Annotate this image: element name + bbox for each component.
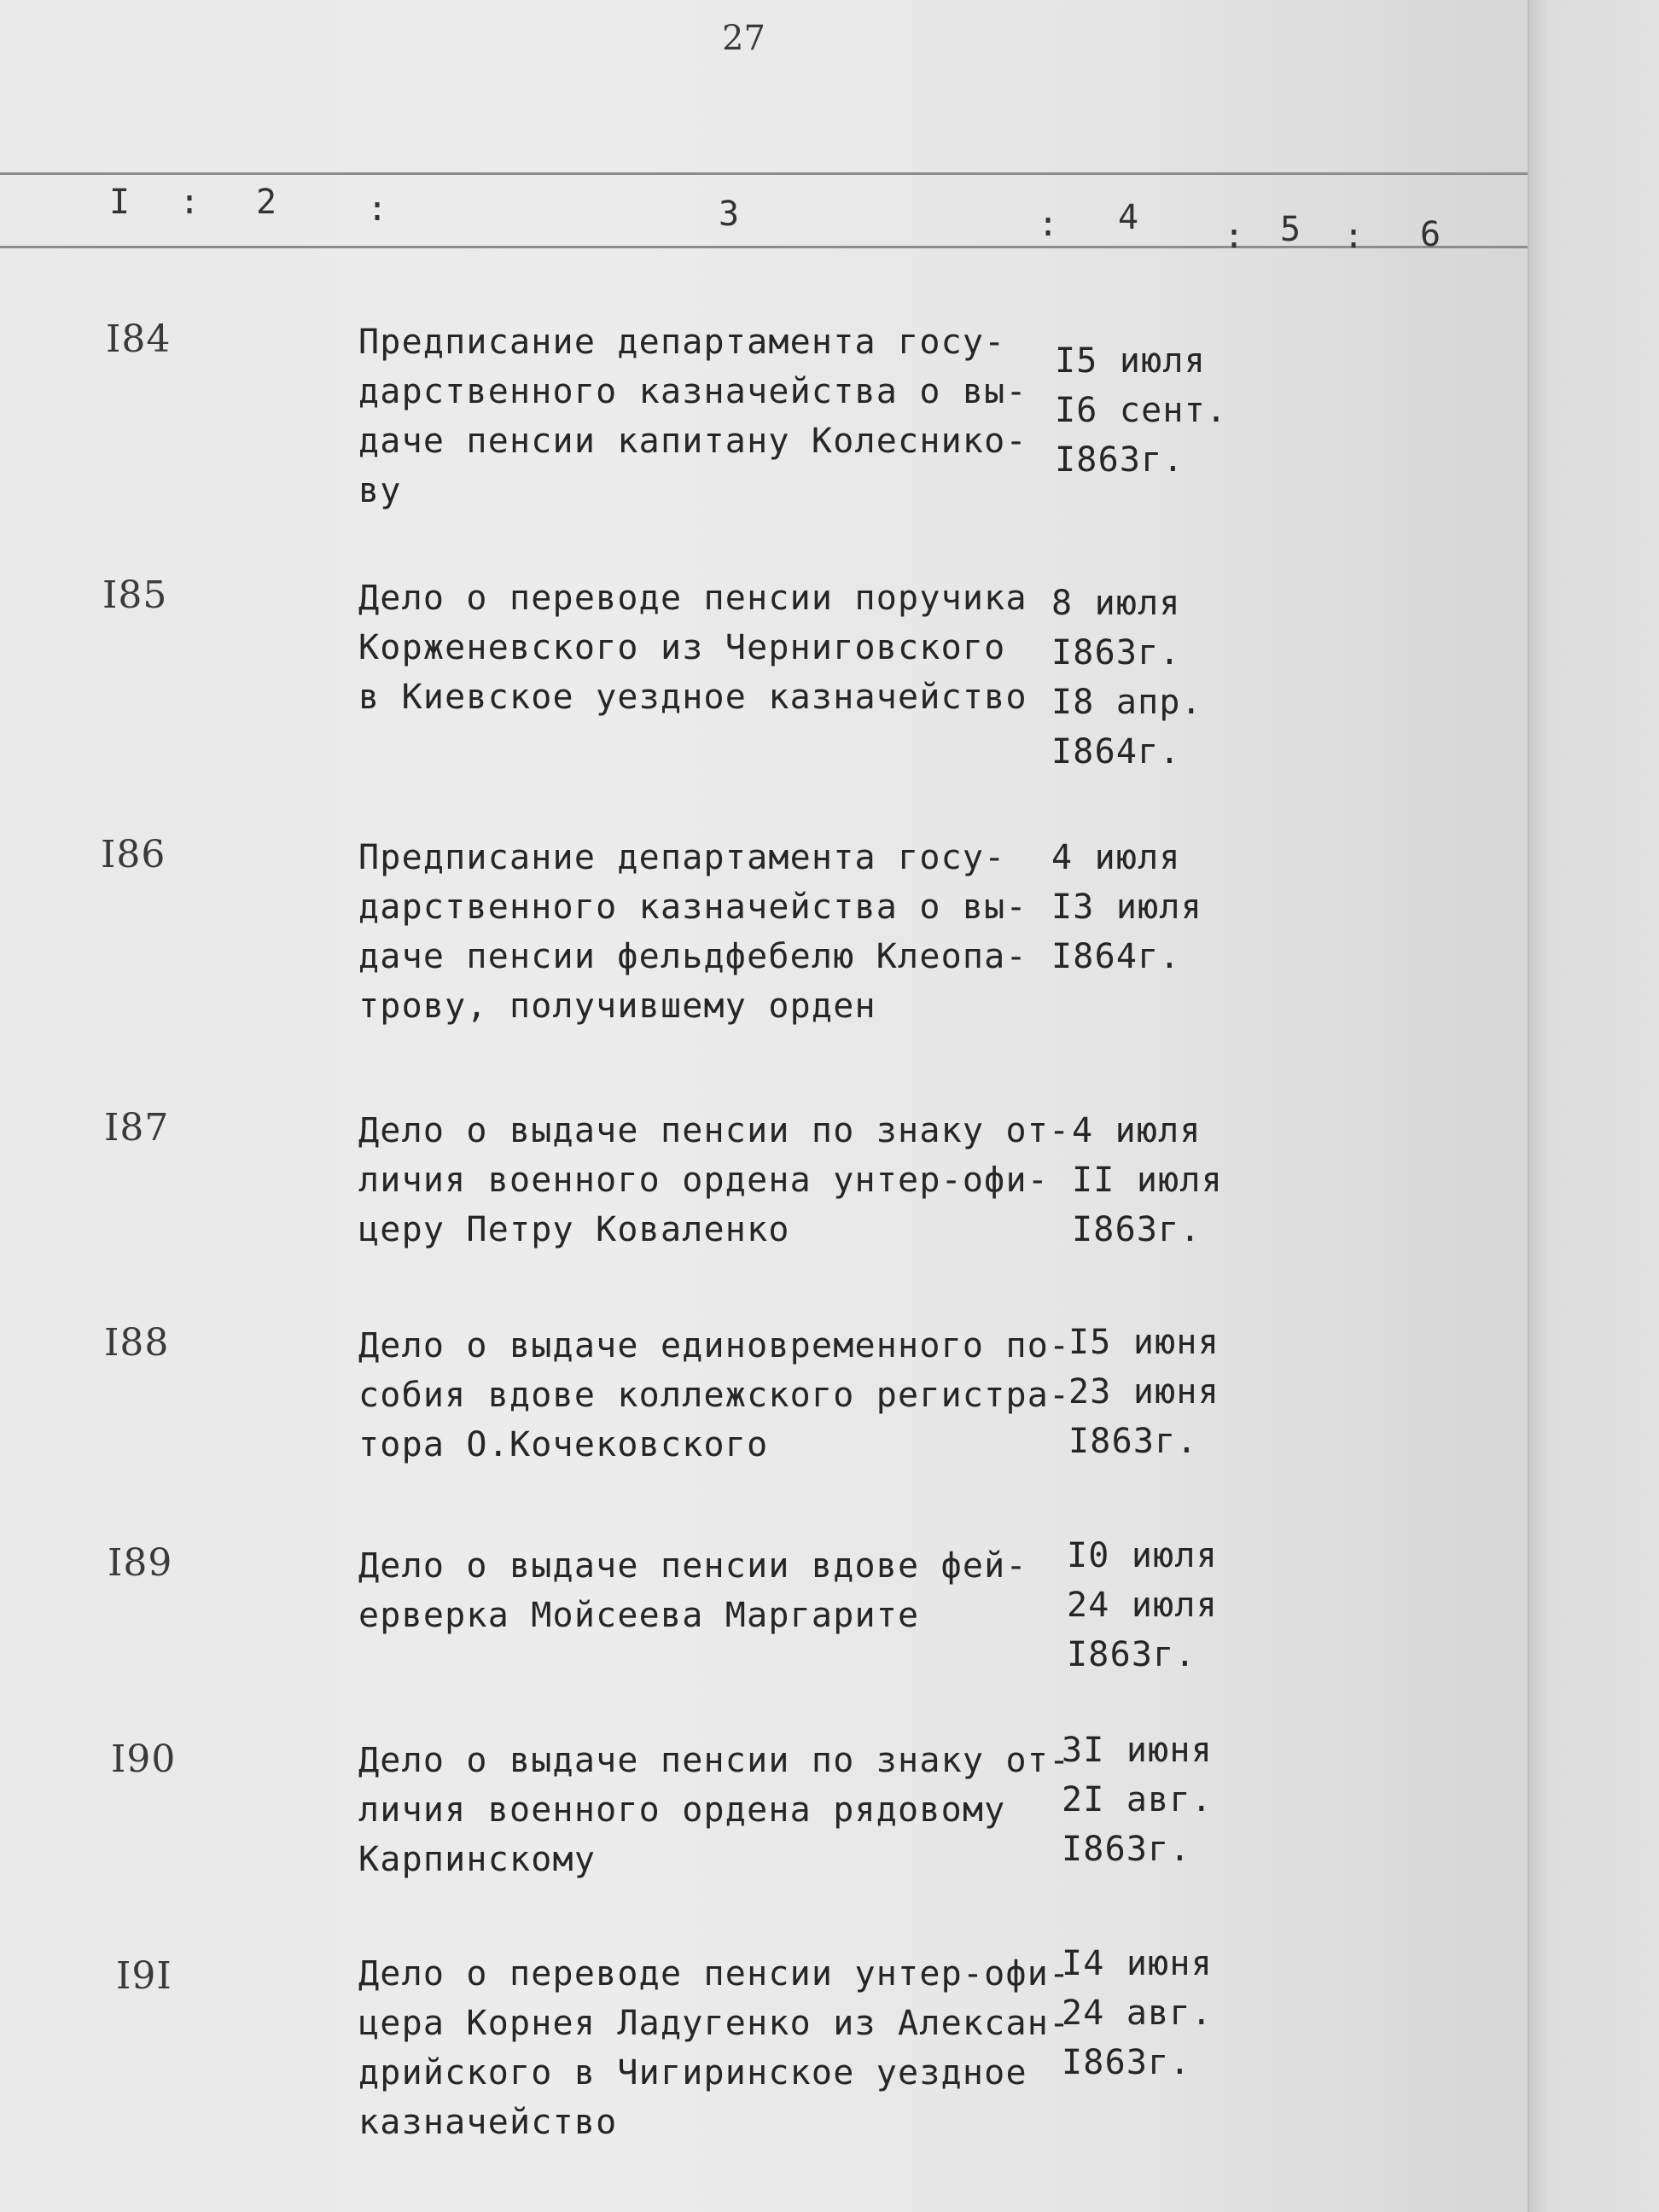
date-line: 23 июня: [1068, 1372, 1220, 1412]
case-description: [358, 573, 1058, 722]
case-number: I89: [108, 1541, 173, 1585]
description-line: даче пенсии фельдфебелю Клеопа-: [358, 937, 1027, 976]
date-line: I863г.: [1068, 1422, 1198, 1461]
column-separator: :: [1343, 217, 1365, 256]
case-dates: [1051, 833, 1248, 981]
description-line: Предписание департамента госу-: [358, 323, 1006, 362]
description-line: Дело о переводе пенсии унтер-офи-: [358, 1954, 1071, 1994]
description-line: трову, получившему орден: [358, 987, 876, 1026]
date-line: 2I авг.: [1062, 1780, 1213, 1819]
description-line: Дело о выдаче пенсии по знаку от-: [358, 1111, 1071, 1150]
case-number: I9I: [116, 1954, 172, 1998]
date-line: I4 июня: [1062, 1944, 1213, 1983]
column-separator: :: [367, 189, 388, 229]
description-line: Дело о выдаче пенсии по знаку от-: [358, 1741, 1071, 1780]
description-line: собия вдове коллежского регистра-: [358, 1376, 1071, 1415]
date-line: 3I июня: [1062, 1731, 1213, 1770]
description-line: Дело о выдаче единовременного по-: [358, 1326, 1071, 1365]
case-number: I88: [104, 1321, 170, 1365]
column-separator: :: [1038, 205, 1059, 244]
date-line: I8 апр.: [1051, 683, 1202, 722]
case-description: [358, 833, 1058, 1031]
case-description: [358, 1106, 1071, 1254]
description-line: ву: [358, 471, 402, 510]
description-line: дрийского в Чигиринское уездное: [358, 2053, 1027, 2093]
date-line: I5 июня: [1068, 1323, 1220, 1362]
description-line: личия военного ордена унтер-офи-: [358, 1161, 1050, 1200]
column-separator: :: [179, 183, 201, 222]
case-dates: [1062, 1726, 1258, 1874]
date-line: 24 авг.: [1062, 1994, 1213, 2033]
date-line: I863г.: [1055, 440, 1185, 480]
description-line: Корженевского из Черниговского: [358, 628, 1006, 667]
date-line: I863г.: [1072, 1210, 1202, 1249]
date-line: I863г.: [1051, 633, 1181, 672]
case-number: I87: [104, 1106, 170, 1150]
case-description: [358, 1736, 1071, 1884]
column-header-1: I: [109, 183, 131, 222]
description-line: тора О.Кочековского: [358, 1425, 769, 1464]
column-header-5: 5: [1280, 210, 1301, 249]
case-dates: [1062, 1939, 1258, 2087]
case-dates: [1068, 1318, 1265, 1466]
date-line: I5 июля: [1055, 341, 1206, 381]
date-line: 4 июля: [1051, 838, 1181, 877]
date-line: I3 июля: [1051, 888, 1202, 927]
date-line: I863г.: [1062, 2043, 1191, 2082]
case-dates: [1067, 1531, 1263, 1679]
date-line: I864г.: [1051, 937, 1181, 976]
case-dates: [1072, 1106, 1268, 1254]
description-line: Предписание департамента госу-: [358, 838, 1006, 877]
description-line: цера Корнея Ладугенко из Алексан-: [358, 2004, 1071, 2043]
date-line: I0 июля: [1067, 1536, 1218, 1575]
column-header-4: 4: [1118, 198, 1139, 237]
description-line: даче пенсии капитану Колеснико-: [358, 422, 1027, 461]
date-line: I863г.: [1067, 1635, 1196, 1674]
column-separator: :: [1224, 217, 1245, 256]
date-line: 24 июля: [1067, 1586, 1218, 1625]
description-line: Дело о выдаче пенсии вдове фей-: [358, 1546, 1027, 1586]
column-header-3: 3: [719, 195, 740, 234]
case-number: I85: [102, 573, 168, 617]
column-header-6: 6: [1420, 215, 1441, 254]
description-line: Дело о переводе пенсии поручика: [358, 579, 1027, 618]
case-dates: [1051, 579, 1248, 777]
description-line: церу Петру Коваленко: [358, 1210, 790, 1249]
date-line: I864г.: [1051, 732, 1181, 771]
page-number: 27: [722, 19, 765, 58]
date-line: I863г.: [1062, 1830, 1191, 1869]
case-description: [358, 1949, 1071, 2147]
case-description: [358, 317, 1058, 515]
description-line: личия военного ордена рядовому: [358, 1790, 1006, 1830]
header-rule-top: [0, 172, 1528, 175]
column-header-2: 2: [256, 183, 277, 222]
case-description: [358, 1321, 1071, 1470]
case-dates: [1055, 336, 1251, 485]
date-line: 8 июля: [1051, 584, 1181, 623]
description-line: ерверка Мойсеева Маргарите: [358, 1596, 920, 1635]
date-line: 4 июля: [1072, 1111, 1202, 1150]
description-line: казначейство: [358, 2103, 618, 2142]
description-line: дарственного казначейства о вы-: [358, 888, 1027, 927]
page-edge-background: [1528, 0, 1659, 2212]
description-line: дарственного казначейства о вы-: [358, 372, 1027, 411]
date-line: II июля: [1072, 1161, 1223, 1200]
case-number: I90: [111, 1738, 177, 1781]
case-description: [358, 1541, 1058, 1640]
case-number: I84: [106, 317, 172, 361]
description-line: в Киевское уездное казначейство: [358, 678, 1027, 717]
description-line: Карпинскому: [358, 1840, 597, 1879]
date-line: I6 сент.: [1055, 391, 1228, 430]
case-number: I86: [101, 833, 166, 876]
